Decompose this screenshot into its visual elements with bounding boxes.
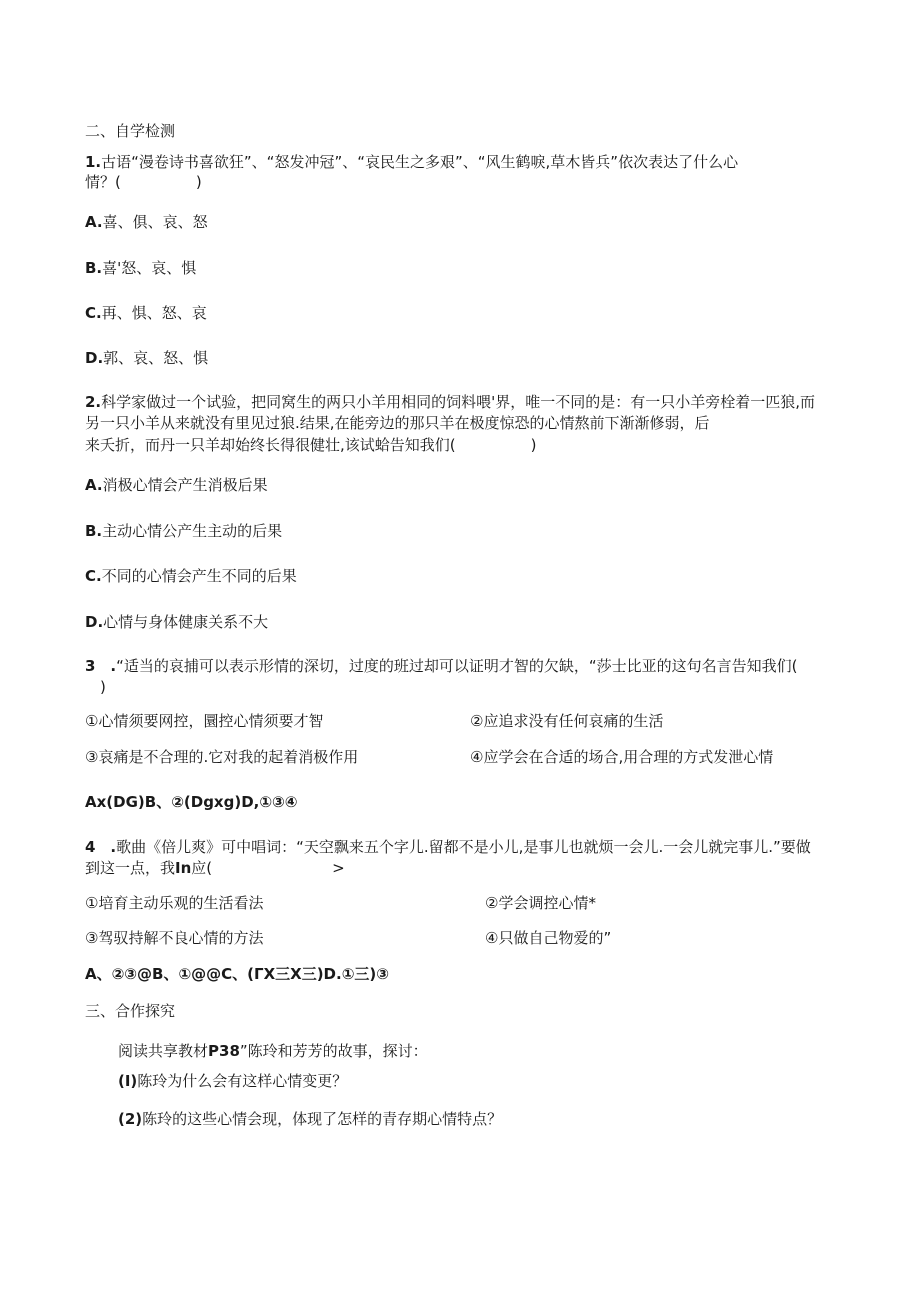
q2-stem-line2: 另一只小羊从来就没有里见过狼.结果,在能旁边的那只羊在极度惊恐的心情熬前下渐渐修弱，后 [85, 414, 710, 432]
q4-answer-options: A、②③@B、①@@C、(ΓX三X三)D.①三)③ [85, 965, 389, 983]
q1-option-b: B.喜'怒、哀、惧 [85, 259, 197, 277]
q3-item-4: ④应学会在合适的场合,用合理的方式发泄心情 [470, 748, 774, 766]
q2-stem-line1: 2.科学家做过一个试验，把同窝生的两只小羊用相同的饲料喂'界，唯一不同的是：有一只小羊旁栓着一匹狼,而 [85, 393, 816, 411]
q2-stem-line3: 来夭折，而丹一只羊却始终长得很健壮,该试蛤告知我们( ) [85, 436, 537, 454]
q1-stem-line2: 情？( ) [85, 173, 202, 191]
q3-item-3: ③哀痛是不合理的.它对我的起着消极作用 [85, 748, 359, 766]
section-3-question-2: (2)陈玲的这些心情会现，体现了怎样的青存期心情特点？ [118, 1110, 503, 1128]
q4-stem-line2: 到这一点，我In应( > [85, 859, 345, 877]
q1-option-a: A.喜、俱、哀、怒 [85, 213, 208, 231]
q3-stem-line2: ) [85, 678, 106, 696]
q2-option-b: B.主动心情公产生主动的后果 [85, 522, 283, 540]
section-3-heading: 三、合作探究 [85, 1002, 176, 1020]
q3-item-2: ②应追求没有任何哀痛的生活 [470, 712, 664, 730]
q4-item-3: ③驾驭持解不良心情的方法 [85, 929, 264, 947]
q1-option-c: C.再、惧、怒、哀 [85, 304, 207, 322]
q1-option-d: D.郭、哀、怒、惧 [85, 349, 209, 367]
section-3-question-1: (I)陈玲为什么会有这样心情变更？ [118, 1072, 348, 1090]
q3-stem-line1: 3 .“适当的哀捕可以表示形情的深切，过度的班过却可以证明才智的欠缺，“莎士比亚的这句名言告知我们( [85, 657, 798, 675]
q4-item-1: ①培育主动乐观的生活看法 [85, 894, 264, 912]
q4-stem-line1: 4 .歌曲《倍儿爽》可中唱词：“天空飘来五个字儿.留都不是小儿,是事儿也就烦一会儿.一会儿就完事儿.”要做 [85, 838, 811, 856]
q2-option-d: D.心情与身体健康关系不大 [85, 613, 269, 631]
section-2-heading: 二、自学检测 [85, 122, 176, 140]
section-3-intro: 阅读共享教材P38”陈玲和芳芳的故事，探讨： [118, 1042, 428, 1060]
q3-item-1: ①心情须要网控，圜控心情须要才智 [85, 712, 324, 730]
q2-option-c: C.不同的心情会产生不同的后果 [85, 567, 297, 585]
q1-stem-line1: 1.古语“漫卷诗书喜欲狂”、“怒发冲冠”、“哀民生之多艰”、“风生鹤唳,草木皆兵”依次表达了什么心 [85, 153, 739, 171]
q4-item-2: ②学会调控心情* [485, 894, 596, 912]
q2-option-a: A.消极心情会产生消极后果 [85, 476, 268, 494]
q4-item-4: ④只做自己物爱的” [485, 929, 612, 947]
q3-answer-options: Ax(DG)B、②(Dgxg)D,①③④ [85, 793, 298, 811]
